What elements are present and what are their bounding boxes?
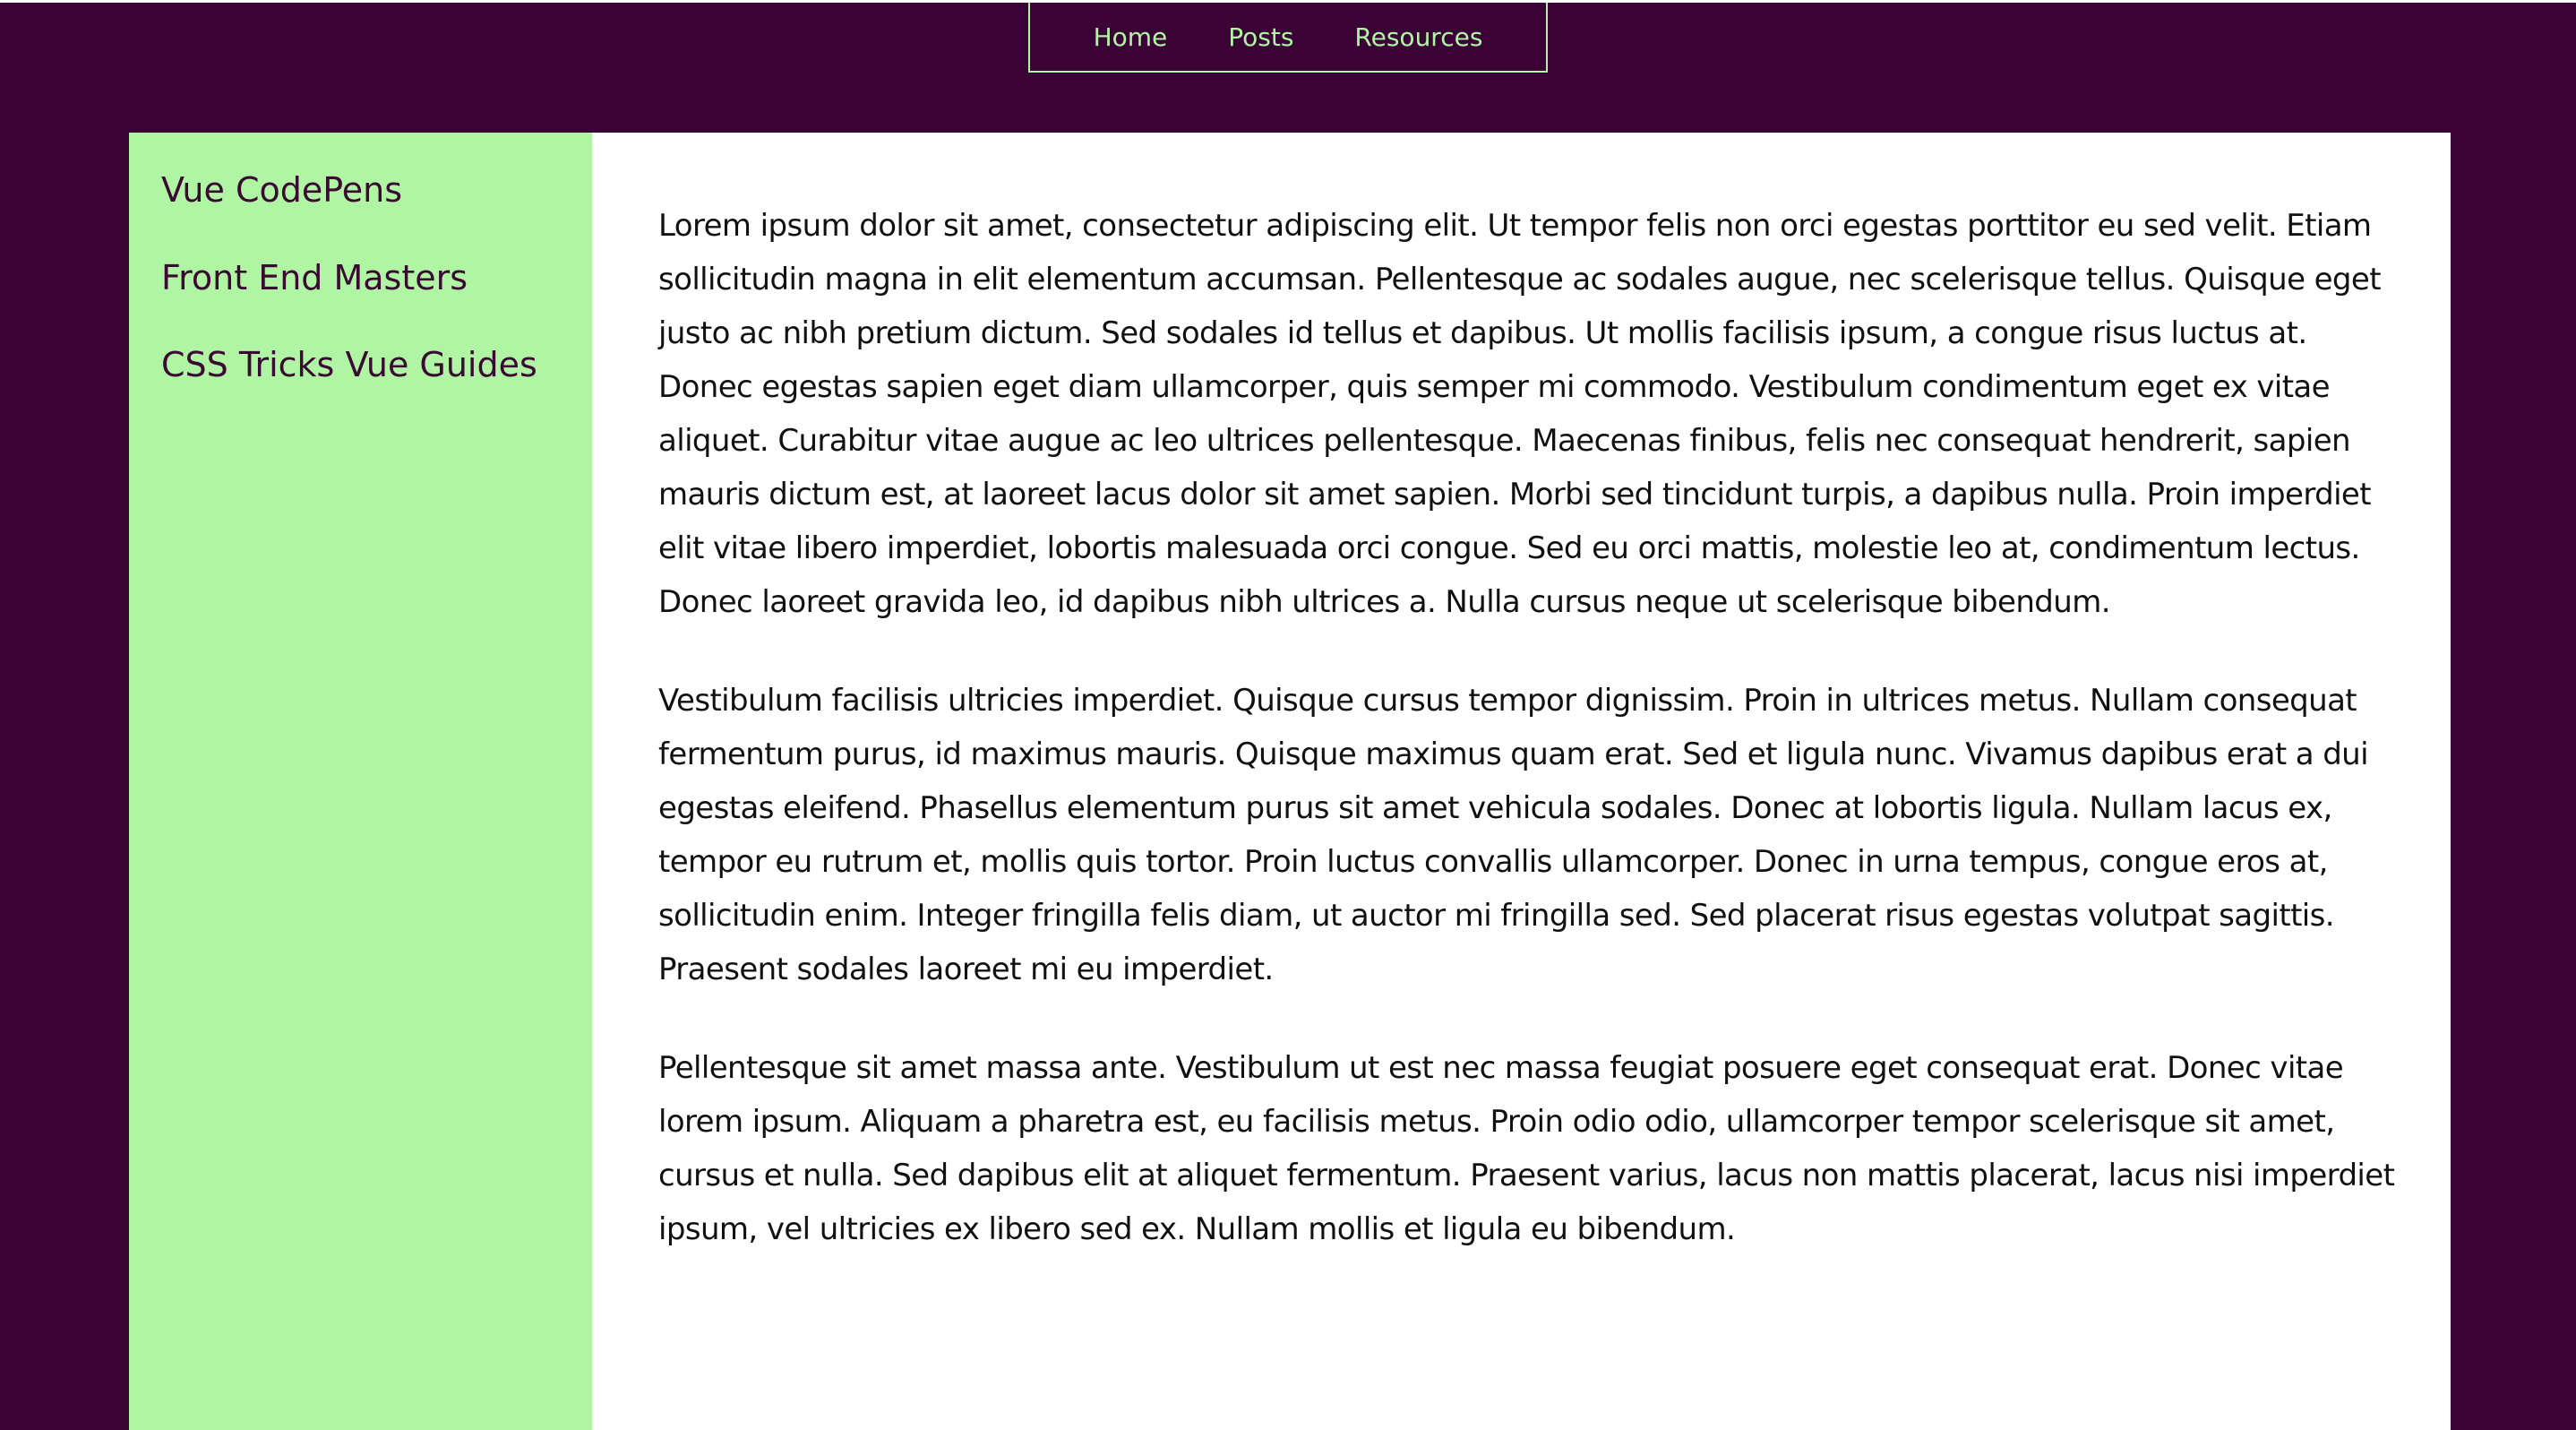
main-content — [592, 133, 2451, 1430]
sidebar-item-front-end-masters[interactable]: Front End Masters — [161, 257, 468, 297]
page-layout — [129, 133, 2451, 1430]
nav-link-resources[interactable]: Resources — [1354, 22, 1483, 52]
content-paragraph-1: Lorem ipsum dolor sit amet, consectetur adipiscing elit. Ut tempor felis non orci egestas porttitor eu sed velit. Etiam sollicitudin magna in elit elementum accumsan. Pellentesque ac sodales augue, nec scelerisque tellus. Quisque eget justo ac nibh pretium dictum. Sed sodales id tellus et dapibus. Ut mollis facilisis ipsum, a congue risus luctus at. Donec egestas sapien eget diam ullamcorper, quis semper mi commodo. Vestibulum condimentum eget ex vitae aliquet. Curabitur vitae augue ac leo ultrices pellentesque. Maecenas finibus, felis nec consequat hendrerit, sapien mauris dictum est, at laoreet lacus dolor sit amet sapien. Morbi sed tincidunt turpis, a dapibus nulla. Proin imperdiet elit vitae libero imperdiet, lobortis malesuada orci congue. Sed eu orci mattis, molestie leo at, condimentum lectus. Donec laoreet gravida leo, id dapibus nibh ultrices a. Nulla cursus neque ut scelerisque bibendum. — [658, 208, 2381, 620]
content-paragraph-3: Pellentesque sit amet massa ante. Vestibulum ut est nec massa feugiat posuere eget consequat erat. Donec vitae lorem ipsum. Aliquam a pharetra est, eu facilisis metus. Proin odio odio, ullamcorper tempor scelerisque sit amet, cursus et nulla. Sed dapibus elit at aliquet fermentum. Praesent varius, lacus non mattis placerat, lacus nisi imperdiet ipsum, vel ultricies ex libero sed ex. Nullam mollis et ligula eu bibendum. — [658, 1050, 2395, 1247]
sidebar-item-css-tricks-vue-guides[interactable]: CSS Tricks Vue Guides — [161, 345, 537, 385]
sidebar — [129, 133, 592, 1430]
nav-link-home[interactable]: Home — [1093, 22, 1168, 52]
top-nav — [1028, 3, 1548, 73]
sidebar-item-vue-codepens[interactable]: Vue CodePens — [161, 170, 403, 210]
nav-link-posts[interactable]: Posts — [1228, 22, 1294, 52]
content-paragraph-2: Vestibulum facilisis ultricies imperdiet. Quisque cursus tempor dignissim. Proin in ultrices metus. Nullam consequat fermentum purus, id maximus mauris. Quisque maximus quam erat. Sed et ligula nunc. Vivamus dapibus erat a dui egestas eleifend. Phasellus elementum purus sit amet vehicula sodales. Donec at lobortis ligula. Nullam lacus ex, tempor eu rutrum et, mollis quis tortor. Proin luctus convallis ullamcorper. Donec in urna tempus, congue eros at, sollicitudin enim. Integer fringilla felis diam, ut auctor mi fringilla sed. Sed placerat risus egestas volutpat sagittis. Praesent sodales laoreet mi eu imperdiet. — [658, 683, 2368, 987]
